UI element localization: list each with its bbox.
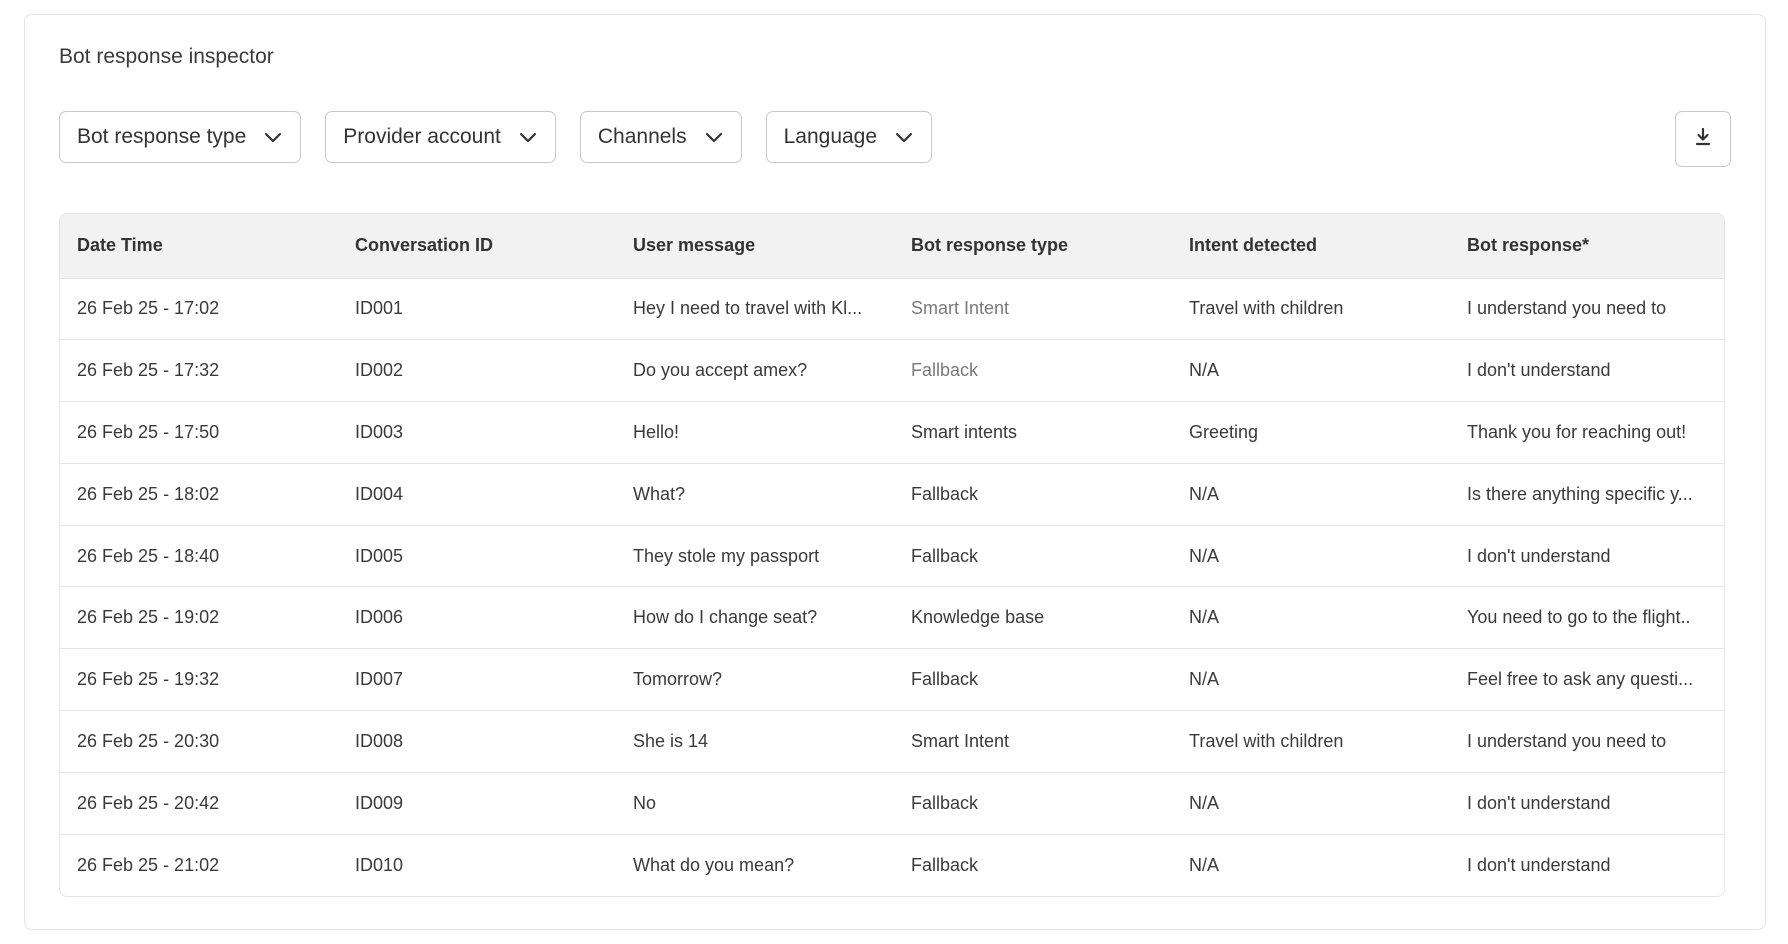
cell-user-message: What do you mean? bbox=[633, 854, 795, 875]
filter-label: Bot response type bbox=[77, 125, 247, 148]
chevron-down-icon bbox=[703, 126, 725, 148]
responses-table bbox=[59, 213, 1725, 897]
cell-date-time: 26 Feb 25 - 17:02 bbox=[77, 298, 220, 319]
filter-label: Provider account bbox=[343, 125, 501, 148]
table-row[interactable] bbox=[60, 711, 1725, 773]
cell-bot-response-type: Smart intents bbox=[911, 421, 1018, 442]
cell-intent-detected: N/A bbox=[1189, 607, 1220, 628]
chevron-down-icon bbox=[262, 126, 284, 148]
cell-bot-response: You need to go to the flight.. bbox=[1467, 607, 1691, 628]
filter-label: Language bbox=[783, 125, 878, 148]
cell-user-message: What? bbox=[633, 483, 686, 504]
table-row[interactable] bbox=[60, 649, 1725, 711]
cell-bot-response-type: Fallback bbox=[911, 360, 979, 381]
cell-bot-response: I don't understand bbox=[1467, 545, 1611, 566]
cell-user-message: They stole my passport bbox=[633, 545, 820, 566]
cell-conversation-id: ID005 bbox=[355, 545, 404, 566]
table-row[interactable] bbox=[60, 463, 1725, 525]
language-filter[interactable] bbox=[766, 111, 932, 163]
cell-user-message: No bbox=[633, 792, 657, 813]
cell-intent-detected: N/A bbox=[1189, 792, 1220, 813]
download-icon bbox=[1692, 126, 1714, 153]
cell-bot-response-type: Fallback bbox=[911, 669, 979, 690]
cell-bot-response: Feel free to ask any questi... bbox=[1467, 669, 1694, 690]
bot-response-inspector-card bbox=[24, 14, 1766, 930]
cell-date-time: 26 Feb 25 - 20:30 bbox=[77, 730, 220, 751]
cell-bot-response: I understand you need to bbox=[1467, 730, 1667, 751]
cell-conversation-id: ID009 bbox=[355, 792, 404, 813]
cell-intent-detected: Travel with children bbox=[1189, 730, 1344, 751]
column-header-intent-detected[interactable]: Intent detected bbox=[1189, 235, 1318, 256]
cell-bot-response-type: Fallback bbox=[911, 792, 979, 813]
cell-intent-detected: N/A bbox=[1189, 483, 1220, 504]
provider-account-filter[interactable] bbox=[325, 111, 556, 163]
cell-user-message: She is 14 bbox=[633, 730, 709, 751]
table-row[interactable] bbox=[60, 772, 1725, 834]
cell-user-message: Do you accept amex? bbox=[633, 360, 808, 381]
table-row[interactable] bbox=[60, 587, 1725, 649]
column-header-bot-response-type[interactable]: Bot response type bbox=[911, 235, 1069, 256]
cell-conversation-id: ID007 bbox=[355, 669, 404, 690]
cell-intent-detected: Greeting bbox=[1189, 421, 1259, 442]
cell-date-time: 26 Feb 25 - 19:02 bbox=[77, 607, 220, 628]
table-row[interactable] bbox=[60, 340, 1725, 402]
page-title: Bot response inspector bbox=[59, 45, 274, 68]
chevron-down-icon bbox=[517, 126, 539, 148]
table-row[interactable] bbox=[60, 402, 1725, 464]
cell-intent-detected: N/A bbox=[1189, 360, 1220, 381]
column-header-bot-response[interactable]: Bot response* bbox=[1467, 235, 1590, 256]
cell-date-time: 26 Feb 25 - 17:50 bbox=[77, 421, 220, 442]
cell-bot-response-type: Fallback bbox=[911, 545, 979, 566]
cell-conversation-id: ID001 bbox=[355, 298, 404, 319]
cell-bot-response: Is there anything specific y... bbox=[1467, 483, 1693, 504]
cell-intent-detected: N/A bbox=[1189, 854, 1220, 875]
cell-date-time: 26 Feb 25 - 17:32 bbox=[77, 360, 220, 381]
table-row[interactable] bbox=[60, 525, 1725, 587]
download-button[interactable] bbox=[1675, 111, 1731, 167]
filter-label: Channels bbox=[597, 125, 687, 148]
cell-bot-response-type: Fallback bbox=[911, 483, 979, 504]
cell-conversation-id: ID003 bbox=[355, 421, 404, 442]
cell-date-time: 26 Feb 25 - 21:02 bbox=[77, 854, 220, 875]
cell-date-time: 26 Feb 25 - 20:42 bbox=[77, 792, 220, 813]
filter-bar bbox=[59, 111, 932, 163]
cell-user-message: Hey I need to travel with Kl... bbox=[633, 298, 863, 319]
cell-bot-response: I don't understand bbox=[1467, 792, 1611, 813]
table-row[interactable] bbox=[60, 278, 1725, 340]
cell-date-time: 26 Feb 25 - 18:02 bbox=[77, 483, 220, 504]
cell-bot-response-type: Knowledge base bbox=[911, 607, 1045, 628]
cell-conversation-id: ID008 bbox=[355, 730, 404, 751]
cell-user-message: Hello! bbox=[633, 421, 680, 442]
cell-date-time: 26 Feb 25 - 18:40 bbox=[77, 545, 220, 566]
cell-bot-response: I don't understand bbox=[1467, 854, 1611, 875]
cell-date-time: 26 Feb 25 - 19:32 bbox=[77, 669, 220, 690]
cell-user-message: Tomorrow? bbox=[633, 669, 723, 690]
bot-response-type-filter[interactable] bbox=[59, 111, 301, 163]
cell-bot-response: Thank you for reaching out! bbox=[1467, 421, 1687, 442]
cell-conversation-id: ID006 bbox=[355, 607, 404, 628]
cell-bot-response-type: Fallback bbox=[911, 854, 979, 875]
cell-bot-response-type: Smart Intent bbox=[911, 730, 1010, 751]
column-header-conversation-id[interactable]: Conversation ID bbox=[355, 235, 494, 256]
cell-intent-detected: N/A bbox=[1189, 669, 1220, 690]
cell-bot-response: I understand you need to bbox=[1467, 298, 1667, 319]
cell-conversation-id: ID002 bbox=[355, 360, 404, 381]
cell-intent-detected: N/A bbox=[1189, 545, 1220, 566]
chevron-down-icon bbox=[893, 126, 915, 148]
cell-bot-response: I don't understand bbox=[1467, 360, 1611, 381]
cell-intent-detected: Travel with children bbox=[1189, 298, 1344, 319]
cell-user-message: How do I change seat? bbox=[633, 607, 818, 628]
column-header-date-time[interactable]: Date Time bbox=[77, 235, 163, 256]
column-header-user-message[interactable]: User message bbox=[633, 235, 756, 256]
table-header-row bbox=[60, 214, 1725, 278]
cell-bot-response-type: Smart Intent bbox=[911, 298, 1010, 319]
channels-filter[interactable] bbox=[580, 111, 742, 163]
cell-conversation-id: ID004 bbox=[355, 483, 404, 504]
cell-conversation-id: ID010 bbox=[355, 854, 404, 875]
table-row[interactable] bbox=[60, 834, 1725, 896]
